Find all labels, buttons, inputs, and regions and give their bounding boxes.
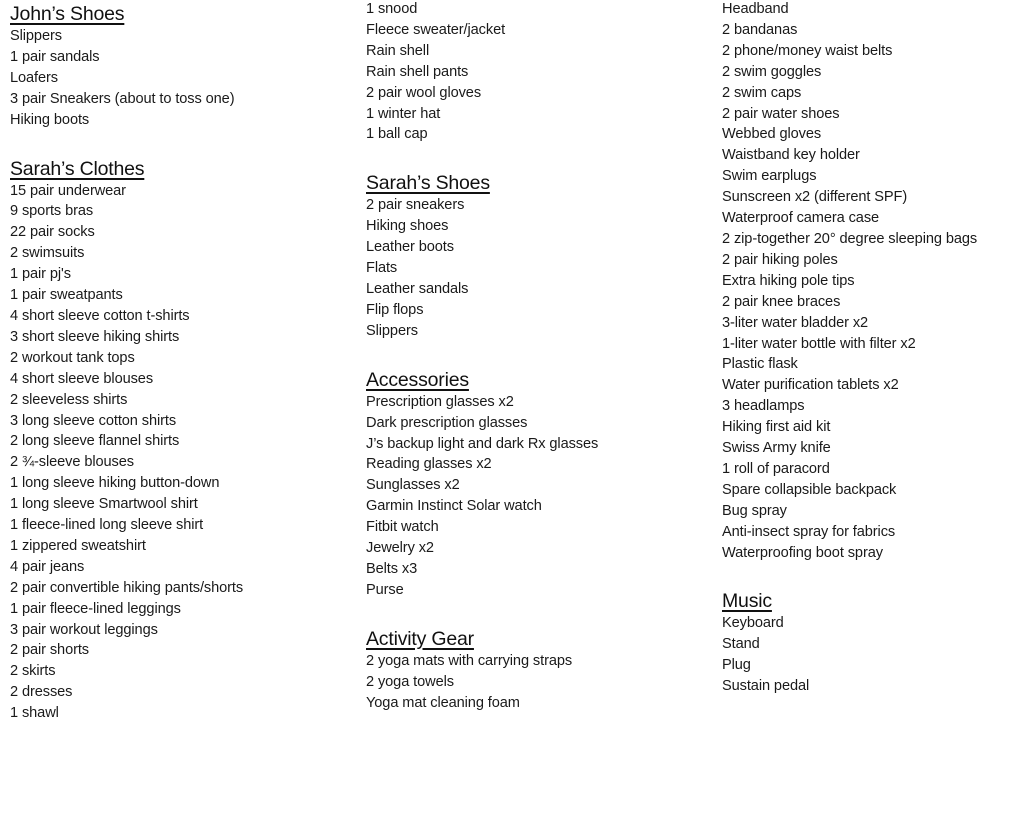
list-item: 2 long sleeve flannel shirts: [10, 433, 180, 450]
list-item: J’s backup light and dark Rx glasses: [366, 435, 599, 452]
list-item: Leather sandals: [366, 280, 469, 297]
list-item: 2 pair hiking poles: [722, 251, 838, 268]
packing-section: [10, 157, 243, 725]
list-item: 2 pair shorts: [10, 642, 90, 659]
list-item: Hiking first aid kit: [722, 419, 831, 436]
section-heading: Music: [722, 590, 772, 613]
column-2: [366, 0, 598, 713]
packing-section: [10, 2, 243, 131]
list-item: 1 pair fleece-lined leggings: [10, 600, 181, 617]
list-item: 2 dresses: [10, 684, 73, 701]
list-item: 2 phone/money waist belts: [722, 42, 893, 59]
list-item: Webbed gloves: [722, 126, 822, 143]
list-item: Loafers: [10, 69, 58, 86]
list-item: Extra hiking pole tips: [722, 272, 855, 289]
list-item: Prescription glasses x2: [366, 393, 514, 410]
list-item: 9 sports bras: [10, 203, 94, 220]
list-item: Rain shell pants: [366, 63, 469, 80]
list-item: 1 long sleeve hiking button-down: [10, 475, 220, 492]
list-item: 2 bandanas: [722, 21, 798, 38]
list-item: 2 pair convertible hiking pants/shorts: [10, 579, 244, 596]
list-item: 1 snood: [366, 1, 418, 17]
section-gap: [366, 601, 598, 627]
list-item: 1 zippered sweatshirt: [10, 537, 146, 554]
packing-section: [722, 589, 977, 697]
section-heading: Accessories: [366, 368, 469, 391]
list-item: Slippers: [366, 322, 418, 339]
item-list: [366, 392, 598, 601]
list-item: Purse: [366, 581, 404, 598]
list-item: Flip flops: [366, 301, 424, 318]
list-item: Leather boots: [366, 239, 454, 256]
item-list: [722, 613, 977, 697]
list-item: Dark prescription glasses: [366, 414, 528, 431]
item-list: [722, 0, 977, 563]
list-item: 1 pair pj's: [10, 266, 71, 283]
list-item: Slippers: [10, 28, 62, 44]
list-item: 2 pair water shoes: [722, 105, 840, 122]
list-item: Hiking boots: [10, 111, 90, 128]
list-item: 3 headlamps: [722, 398, 805, 415]
list-item: 2 pair wool gloves: [366, 84, 482, 101]
list-item: Headband: [722, 1, 789, 17]
section-gap: [722, 563, 977, 589]
list-item: 1 shawl: [10, 705, 59, 722]
list-item: Sunscreen x2 (different SPF): [722, 189, 908, 206]
list-item: 1 pair sandals: [10, 48, 100, 65]
list-item: Yoga mat cleaning foam: [366, 694, 520, 711]
item-list: [10, 181, 243, 725]
list-item: Sunglasses x2: [366, 477, 460, 494]
section-heading: Sarah’s Shoes: [366, 172, 490, 195]
packing-section: [366, 368, 598, 601]
list-item: 2 swim caps: [722, 84, 802, 101]
list-item: Reading glasses x2: [366, 456, 492, 473]
list-item: 2 ¾-sleeve blouses: [10, 454, 134, 471]
list-item: 2 skirts: [10, 663, 56, 680]
item-list: [366, 651, 598, 714]
list-item: Belts x3: [366, 560, 418, 577]
list-item: Sustain pedal: [722, 678, 810, 695]
list-item: 4 short sleeve blouses: [10, 370, 154, 387]
section-gap: [10, 131, 243, 157]
section-gap: [366, 145, 598, 171]
list-item: Spare collapsible backpack: [722, 481, 897, 498]
list-item: Plastic flask: [722, 356, 798, 373]
list-item: 2 pair sneakers: [366, 197, 465, 214]
list-item: Fleece sweater/jacket: [366, 21, 506, 38]
list-item: 2 pair knee braces: [722, 293, 841, 310]
list-item: 22 pair socks: [10, 224, 95, 241]
section-heading: Activity Gear: [366, 627, 474, 650]
list-item: 2 workout tank tops: [10, 349, 135, 366]
list-item: Waterproofing boot spray: [722, 544, 883, 561]
list-item: Swim earplugs: [722, 168, 817, 185]
item-list: [366, 195, 598, 341]
list-item: 2 swimsuits: [10, 245, 85, 262]
list-item: Jewelry x2: [366, 540, 434, 557]
section-heading: Sarah’s Clothes: [10, 157, 145, 180]
packing-section: [722, 0, 977, 563]
list-item: 2 yoga mats with carrying straps: [366, 652, 573, 669]
list-item: Keyboard: [722, 615, 784, 632]
column-3: [722, 0, 977, 697]
list-item: 3 pair Sneakers (about to toss one): [10, 90, 235, 107]
list-item: 1 winter hat: [366, 105, 441, 122]
list-item: Bug spray: [722, 502, 787, 519]
section-gap: [366, 342, 598, 368]
list-item: 1 ball cap: [366, 126, 428, 143]
list-item: 1 fleece-lined long sleeve shirt: [10, 517, 204, 534]
list-item: 1 pair sweatpants: [10, 287, 123, 304]
list-item: Water purification tablets x2: [722, 377, 899, 394]
list-item: 1 long sleeve Smartwool shirt: [10, 496, 198, 513]
packing-section: [366, 0, 598, 145]
list-item: Flats: [366, 260, 398, 277]
list-item: 3 pair workout leggings: [10, 621, 158, 638]
list-item: 2 yoga towels: [366, 673, 454, 690]
packing-section: [366, 171, 598, 341]
list-item: 1-liter water bottle with filter x2: [722, 335, 916, 352]
list-item: 3 long sleeve cotton shirts: [10, 412, 177, 429]
list-item: 2 sleeveless shirts: [10, 391, 128, 408]
list-item: Garmin Instinct Solar watch: [366, 498, 542, 515]
item-list: [366, 0, 598, 145]
section-heading: John’s Shoes: [10, 3, 125, 25]
list-item: Rain shell: [366, 42, 430, 59]
list-item: Waistband key holder: [722, 147, 860, 164]
item-list: [10, 26, 243, 131]
list-item: 4 short sleeve cotton t-shirts: [10, 307, 190, 324]
packing-section: [366, 627, 598, 714]
list-item: Anti-insect spray for fabrics: [722, 523, 896, 540]
list-item: 2 swim goggles: [722, 63, 822, 80]
list-item: Stand: [722, 636, 760, 653]
list-item: Plug: [722, 657, 751, 674]
list-item: 3-liter water bladder x2: [722, 314, 869, 331]
list-item: Fitbit watch: [366, 519, 439, 536]
list-item: 4 pair jeans: [10, 558, 85, 575]
list-item: 2 zip-together 20° degree sleeping bags: [722, 230, 978, 247]
column-1: [10, 2, 243, 724]
list-item: Hiking shoes: [366, 218, 449, 235]
list-item: 3 short sleeve hiking shirts: [10, 328, 180, 345]
list-item: Swiss Army knife: [722, 440, 831, 457]
list-item: Waterproof camera case: [722, 210, 880, 227]
list-item: 15 pair underwear: [10, 182, 126, 199]
list-item: 1 roll of paracord: [722, 460, 830, 477]
